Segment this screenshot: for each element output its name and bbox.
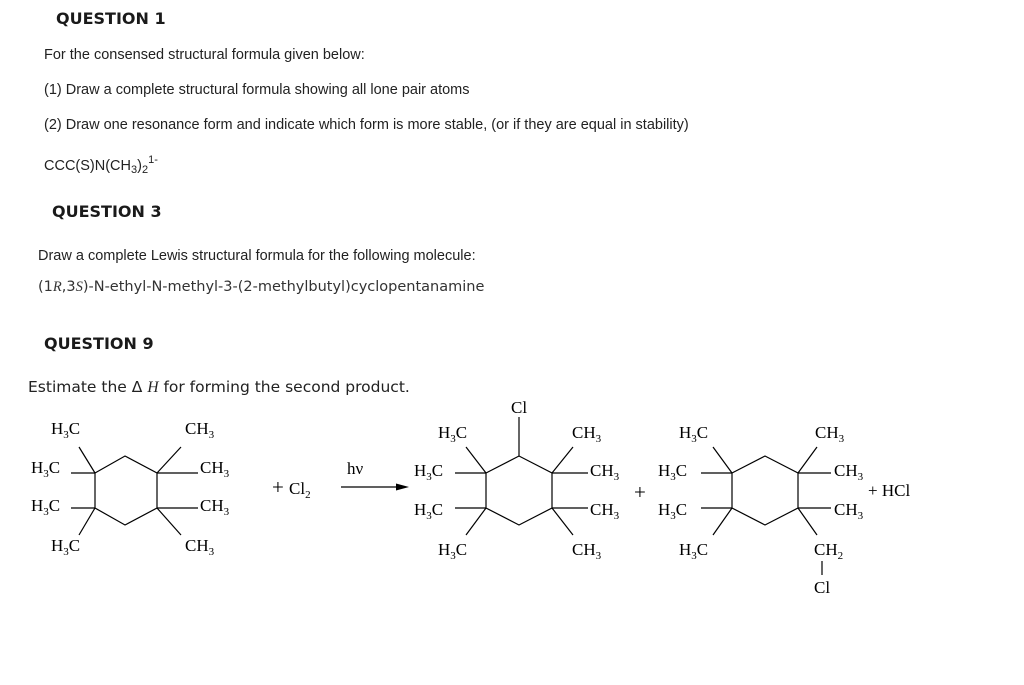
reactant-label-r2: $CH_3$ (200, 496, 230, 518)
formula-sub-2: 2 (141, 164, 149, 176)
product-1-label-l1: $H_3C$ (414, 461, 444, 483)
question-3-heading: QUESTION 3 (52, 202, 162, 221)
product-2-label-tl: $H_3C$ (679, 423, 709, 445)
reactant-bond-tl (79, 447, 95, 473)
reactant-ring (95, 456, 157, 525)
question-9-heading: QUESTION 9 (44, 334, 154, 353)
product-2-label-r2: $CH_3$ (834, 500, 864, 522)
product-1-label-tl: $H_3C$ (438, 423, 468, 445)
prompt-pre: Estimate the (28, 378, 132, 396)
product-1-label-r2: $CH_3$ (590, 500, 620, 522)
name-rest: )-N-ethyl-N-methyl-3-(2-methylbutyl)cyclopentanamine (82, 279, 485, 295)
formula-main: CCC(S)N(CH (44, 158, 131, 174)
reactant-label-br: $CH_3$ (185, 536, 215, 558)
enthalpy-symbol: H (147, 379, 159, 396)
product-1-bond-tr (552, 447, 573, 473)
question-1-intro: For the consensed structural formula given below: (44, 47, 365, 63)
question-3-molecule-name (38, 279, 484, 296)
product-2-label-tr: $CH_3$ (815, 423, 845, 445)
product-2-label-ch2: $CH_2$ (814, 540, 844, 562)
product-1-ring (486, 456, 552, 525)
product-2-ring (732, 456, 798, 525)
hcl-label: + HCl (868, 481, 911, 500)
product-2-label-l1: $H_3C$ (658, 461, 688, 483)
product-1-label-tr: $CH_3$ (572, 423, 602, 445)
product-2-bond-bl (713, 508, 732, 535)
product-1-label-bl: $H_3C$ (438, 540, 468, 562)
prompt-post: for forming the second product. (158, 378, 410, 396)
reactant-bond-bl (79, 508, 95, 535)
formula-close: ) (137, 158, 142, 174)
reaction-scheme (0, 395, 1024, 610)
question-1-heading: QUESTION 1 (56, 9, 166, 28)
product-1-label-l2: $H_3C$ (414, 500, 444, 522)
plus-products: + (634, 480, 646, 504)
reactant-label-bl: $H_3C$ (51, 536, 81, 558)
name-open: (1 (38, 279, 53, 295)
delta-symbol: Δ (131, 378, 143, 396)
product-2-label-bl: $H_3C$ (679, 540, 709, 562)
reactant-label-r1: $CH_3$ (200, 458, 230, 480)
name-r-descriptor: R (52, 279, 62, 295)
hv-label: hν (347, 459, 364, 478)
product-1-bond-bl (466, 508, 486, 535)
reactant-label-l1: $H_3C$ (31, 458, 61, 480)
reactant-bond-tr (157, 447, 181, 473)
formula-charge: 1- (148, 154, 158, 166)
reactant-label-tr: $CH_3$ (185, 419, 215, 441)
product-1-bond-br (552, 508, 573, 535)
reactant-label-l2: $H_3C$ (31, 496, 61, 518)
reaction-arrow-head (396, 484, 409, 491)
name-s-descriptor: S (75, 279, 83, 295)
question-1-part-2: (2) Draw one resonance form and indicate which form is more stable, (or if they are equal in stability) (44, 117, 689, 133)
product-2-bond-br (798, 508, 817, 535)
product-2-bond-tr (798, 447, 817, 473)
question-3-prompt: Draw a complete Lewis structural formula for the following molecule: (38, 248, 476, 264)
product-2-cl: Cl (814, 578, 831, 597)
product-2-label-l2: $H_3C$ (658, 500, 688, 522)
product-1-cl: Cl (511, 398, 528, 417)
product-1-label-br: $CH_3$ (572, 540, 602, 562)
formula-sub-3: 3 (131, 164, 138, 176)
product-2-bond-tl (713, 447, 732, 473)
cl2-label: $Cl_2$ (289, 479, 311, 501)
reactant-label-tl: $H_3C$ (51, 419, 81, 441)
reactant-bond-br (157, 508, 181, 535)
condensed-formula (44, 154, 158, 176)
product-1-label-r1: $CH_3$ (590, 461, 620, 483)
plus-cl2: + (272, 475, 284, 499)
product-1-bond-tl (466, 447, 486, 473)
product-2-label-r1: $CH_3$ (834, 461, 864, 483)
question-1-part-1: (1) Draw a complete structural formula showing all lone pair atoms (44, 82, 470, 98)
name-mid: ,3 (61, 279, 76, 295)
